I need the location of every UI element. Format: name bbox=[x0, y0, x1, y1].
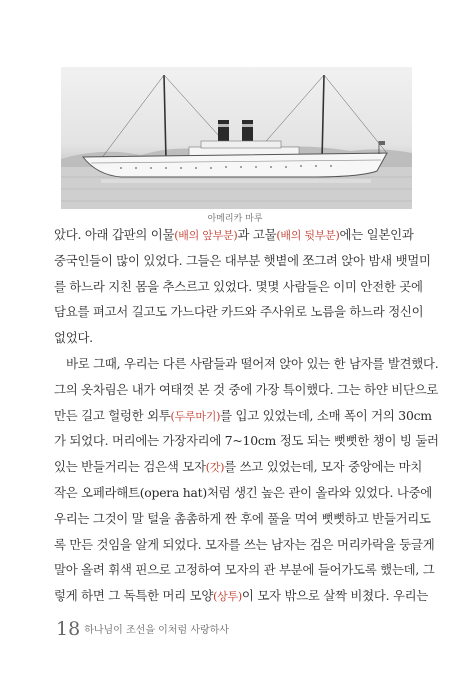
gloss-note: (배의 뒷부분) bbox=[276, 229, 340, 242]
text-line bbox=[54, 454, 423, 480]
text-segment: 그의 옷차림은 내가 여태껏 본 것 중에 가장 특이했다. 그는 하얀 비단으로 bbox=[54, 381, 439, 397]
gloss-note: (상투) bbox=[213, 590, 242, 604]
text-line bbox=[54, 248, 431, 274]
text-line bbox=[54, 532, 435, 558]
text-segment: 담요를 펴고서 길고도 가느다란 카드와 주사위로 노름을 하느라 정신이 bbox=[54, 304, 424, 320]
text-line bbox=[54, 403, 432, 429]
photo-caption: 아메리카 마루 bbox=[207, 214, 263, 224]
text-segment: 말아 올려 휘색 핀으로 고정하여 모자의 관 부분에 들어가도록 했는데, 그 bbox=[54, 562, 435, 578]
text-segment: 없었다. bbox=[54, 330, 93, 346]
text-line bbox=[54, 480, 433, 506]
text-segment: 았다. 아래 갑판의 이물 bbox=[54, 227, 175, 242]
text-line bbox=[54, 557, 435, 583]
text-segment: 를 쓰고 있었는데, 모자 중앙에는 마치 bbox=[224, 459, 423, 475]
text-line bbox=[54, 351, 439, 377]
text-line bbox=[54, 583, 429, 609]
text-line bbox=[54, 325, 417, 351]
page-number: 18 bbox=[56, 618, 81, 640]
body-text bbox=[54, 222, 439, 609]
gloss-note: (두루마기) bbox=[170, 409, 221, 423]
text-segment: 우리는 그것이 말 털을 촘촘하게 짠 후에 풀을 먹여 뻣뻣하고 반들거리도 bbox=[54, 510, 431, 526]
text-line bbox=[54, 377, 439, 403]
text-segment: 에는 일본인과 bbox=[339, 227, 414, 242]
ship-photo bbox=[61, 67, 412, 209]
text-segment: 과 고물 bbox=[237, 227, 277, 242]
gloss-note: (갓) bbox=[205, 461, 225, 475]
text-segment: 를 하느라 지친 몸을 추스르고 있었다. 몇몇 사람들은 이미 안전한 곳에 bbox=[54, 278, 423, 294]
text-segment: 를 입고 있었는데, 소매 폭이 거의 30cm bbox=[220, 407, 432, 423]
text-segment: 가 되었다. 머리에는 가장자리에 7~10cm 정도 되는 뻣뻣한 챙이 빙 둘러 bbox=[54, 433, 439, 449]
page-footer bbox=[56, 618, 229, 640]
text-segment: 록 만든 것임을 알게 되었다. 모자를 쓰는 남자는 검은 머리카락을 둥글게 bbox=[54, 536, 435, 552]
text-segment: 중국인들이 많이 있었다. 그들은 대부분 햇볕에 쪼그려 앉아 밤새 뱃멀미 bbox=[54, 252, 431, 268]
text-line bbox=[54, 274, 423, 300]
text-segment: 이 모자 밖으로 살짝 비쳤다. 우리는 bbox=[241, 588, 429, 604]
text-segment: 작은 오페라해트(opera hat)처럼 생긴 높은 관이 올라와 있었다. 나중에 bbox=[54, 484, 433, 500]
text-line bbox=[54, 299, 424, 325]
text-segment: 만든 길고 헐렁한 외투 bbox=[54, 407, 171, 423]
gloss-note: (배의 앞부분) bbox=[174, 229, 238, 242]
text-line bbox=[54, 428, 439, 454]
text-line bbox=[54, 222, 417, 248]
text-segment: 바로 그때, 우리는 다른 사람들과 떨어져 앉아 있는 한 남자를 발견했다. bbox=[66, 355, 439, 371]
book-title: 하나님이 조선을 이처럼 사랑하사 bbox=[84, 625, 229, 636]
text-segment: 렇게 하면 그 독특한 머리 모양 bbox=[54, 588, 214, 604]
text-line bbox=[54, 506, 431, 532]
steamship-illustration bbox=[61, 67, 412, 209]
text-segment: 있는 반들거리는 검은색 모자 bbox=[54, 459, 206, 475]
